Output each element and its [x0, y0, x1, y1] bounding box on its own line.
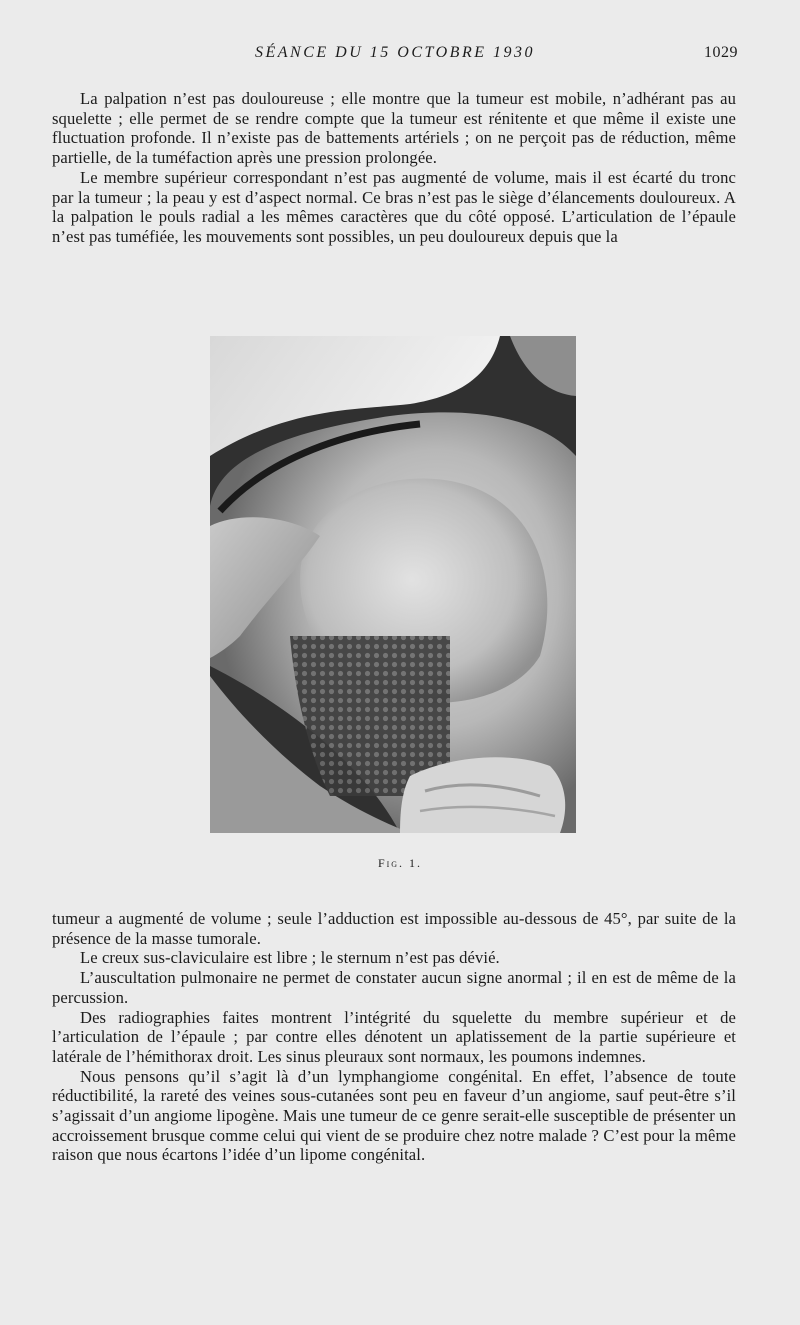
running-head: [52, 44, 738, 66]
paragraph: Nous pensons qu’il s’agit là d’un lymphangiome congénital. En effet, l’absence de toute réductibilité, la rareté des veines sous-cutanées sont peu en faveur d’un angiome, sauf peut-être s’il s’agissait d’un angiome lipogène. Mais une tumeur de ce genre serait-elle susceptible de présenter un accroissement brusque comme celui qui vient de se produire chez notre malade ? C’est pour la même raison que nous écartons l’idée d’un lipome congénital.: [52, 1066, 736, 1165]
paragraph: L’auscultation pulmonaire ne permet de constater aucun signe anormal ; il en est de même de la percussion.: [52, 968, 736, 1007]
figure-caption: Fig. 1.: [377, 856, 423, 870]
running-title: SÉANCE DU 15 OCTOBRE 1930: [255, 44, 535, 61]
page-number: 1029: [704, 44, 738, 61]
paragraph: tumeur a augmenté de volume ; seule l’adduction est impossible au-dessous de 45°, par suite de la présence de la masse tumorale.: [52, 909, 736, 948]
paragraph: Le creux sus-claviculaire est libre ; le sternum n’est pas dévié.: [80, 948, 500, 968]
paragraph: La palpation n’est pas douloureuse ; elle montre que la tumeur est mobile, n’adhérant pas au squelette ; elle permet de se rendre compte que la tumeur est rénitente et que même il existe une fluctuation profonde. Il n’existe pas de battements artériels ; on ne perçoit pas de réduction, même partielle, de la tuméfaction après une pression prolongée.: [52, 89, 736, 168]
clinical-photograph: [210, 336, 576, 833]
body-text-bottom: [52, 909, 736, 1165]
paragraph: Des radiographies faites montrent l’intégrité du squelette du membre supérieur et de l’articulation de l’épaule ; par contre elles dénotent un aplatissement de la partie supérieure et latérale de l’hémithorax droit. Les sinus pleuraux sont normaux, les poumons indemnes.: [52, 1007, 736, 1066]
body-text-top: [52, 89, 736, 247]
paragraph: Le membre supérieur correspondant n’est pas augmenté de volume, mais il est écarté du tronc par la tumeur ; la peau y est d’aspect normal. Ce bras n’est pas le siège d’élancements douloureux. A la palpation le pouls radial a les mêmes caractères que du côté opposé. L’articulation de l’épaule n’est pas tuméfiée, les mouvements sont possibles, un peu douloureux depuis que la: [52, 167, 736, 246]
